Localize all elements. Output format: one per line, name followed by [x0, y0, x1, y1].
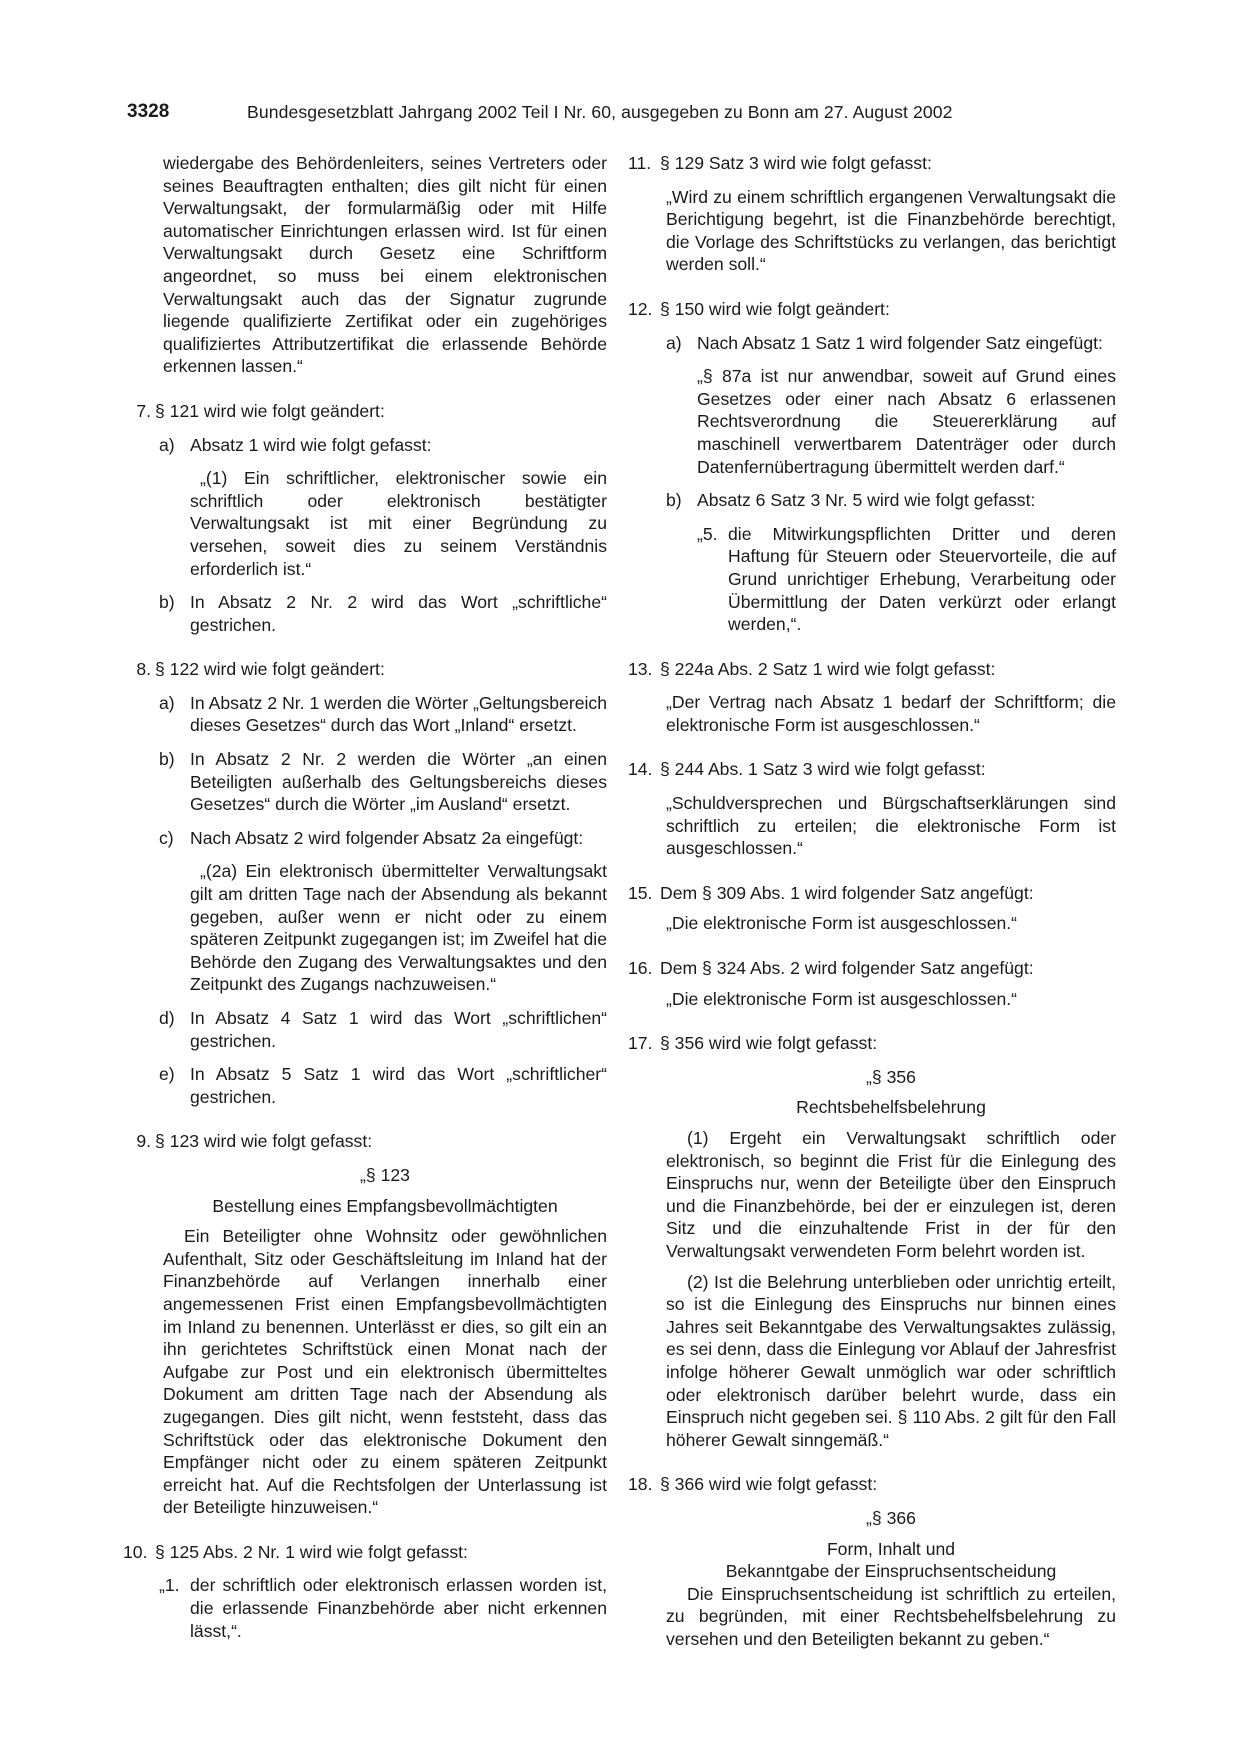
subitem-label: a): [159, 434, 175, 455]
subitem-8b: [159, 748, 607, 816]
item-title: § 123 wird wie folgt gefasst:: [155, 1131, 373, 1152]
left-column: [123, 152, 607, 1642]
subitem-12a: [666, 332, 1116, 355]
item-title: § 356 wird wie folgt gefasst:: [660, 1033, 878, 1054]
section-number: „§ 356: [866, 1066, 916, 1087]
subitem-label: a): [666, 332, 682, 353]
amendment-item-17: [628, 1032, 1116, 1055]
subitem-label: b): [159, 749, 175, 770]
quote-12a: „§ 87a ist nur anwendbar, soweit auf Grund eines Gesetzes oder einer nach Absatz 6 erlassenen Rechtsverordnung die Steuererklärung auf maschinell verwertbarem Datenträger oder durch Datenfernübertragung übermittelt werden darf.“: [697, 366, 1116, 477]
subitem-text: Absatz 6 Satz 3 Nr. 5 wird wie folgt gefasst:: [697, 490, 1036, 511]
subitem-label: e): [159, 1064, 175, 1085]
subitem-text: In Absatz 4 Satz 1 wird das Wort „schriftlichen“ gestrichen.: [190, 1008, 607, 1051]
subitem-text: In Absatz 2 Nr. 2 wird das Wort „schriftliche“ gestrichen.: [190, 592, 607, 635]
subitem-text: Absatz 1 wird wie folgt gefasst:: [190, 434, 432, 455]
section-heading: Rechtsbehelfsbelehrung: [796, 1097, 986, 1118]
item-title: § 122 wird wie folgt geändert:: [155, 659, 385, 680]
quote-14: „Schuldversprechen und Bürgschaftserklärungen sind schriftlich zu erteilen; die elektronische Form ist ausgeschlossen.“: [666, 793, 1116, 859]
item-title: § 224a Abs. 2 Satz 1 wird wie folgt gefasst:: [660, 658, 996, 679]
item-number: 12.: [628, 298, 653, 319]
section-number: „§ 366: [866, 1507, 916, 1528]
item-title: § 129 Satz 3 wird wie folgt gefasst:: [660, 153, 932, 173]
item-number: 9.: [136, 1131, 151, 1152]
subitem-12b: [666, 489, 1116, 512]
subitem-label: d): [159, 1008, 175, 1028]
subitem-8c: [159, 827, 607, 850]
subitem-label: b): [159, 592, 175, 613]
subitem-8a: [159, 692, 607, 737]
item-number: 11.: [628, 153, 652, 173]
section-body: Ein Beteiligter ohne Wohnsitz oder gewöhnlichen Aufenthalt, Sitz oder Geschäftsleitung im Inland hat der Finanzbehörde auf Verlangen innerhalb einer angemessenen Frist einen Empfangsbevollmächtigten im Inland zu benennen. Unterlässt er dies, so gilt ein an ihn gerichtetes Schriftstück einen Monat nach der Aufgabe zur Post und ein elektronisch übermitteltes Dokument am dritten Tage nach der Absendung als zugegangen. Dies gilt nicht, wenn feststeht, dass das Schriftstück oder das elektronische Dokument den Empfänger nicht oder zu einem späteren Zeitpunkt erreicht hat. Auf die Rechtsfolgen der Unterlassung ist der Beteiligte hinzuweisen.“: [163, 1226, 607, 1518]
amendment-item-15: [628, 882, 1116, 905]
quote-16: „Die elektronische Form ist ausgeschlossen.“: [666, 988, 1018, 1009]
subitem-text: Nach Absatz 1 Satz 1 wird folgender Satz eingefügt:: [697, 332, 1103, 353]
item-number: 18.: [628, 1474, 653, 1495]
item-title: Dem § 309 Abs. 1 wird folgender Satz angefügt:: [660, 882, 1034, 903]
quote-label: „5.: [697, 523, 718, 544]
running-title: Bundesgesetzblatt Jahrgang 2002 Teil I Nr. 60, ausgegeben zu Bonn am 27. August 2002: [247, 102, 953, 122]
quote-11: „Wird zu einem schriftlich ergangenen Verwaltungsakt die Berichtigung begehrt, ist die Finanzbehörde berechtigt, die Vorlage des Schriftstücks zu verlangen, das berichtigt werden soll.“: [666, 186, 1116, 275]
item-title: § 366 wird wie folgt gefasst:: [660, 1474, 878, 1495]
subitem-8e: [159, 1063, 607, 1108]
amendment-item-10: [123, 1541, 607, 1564]
item-number: 7.: [136, 400, 151, 421]
section-number: „§ 123: [360, 1164, 410, 1185]
section-paragraph-1: (1) Ergeht ein Verwaltungsakt schriftlich oder elektronisch, so beginnt die Frist für die Einlegung des Einspruchs nur, wenn der Beteiligte über den Einspruch und die Finanzbehörde, bei der er einzulegen ist, deren Sitz und die einzuhaltende Frist in der für den Verwaltungsakt verwendeten Form belehrt worden ist.: [666, 1128, 1116, 1261]
amendment-item-13: [628, 658, 1116, 681]
subitem-7a: [159, 434, 607, 457]
item-number: 17.: [628, 1033, 653, 1054]
item-title: § 125 Abs. 2 Nr. 1 wird wie folgt gefasst:: [155, 1541, 468, 1562]
section-heading-line-2: Bekanntgabe der Einspruchsentscheidung: [725, 1561, 1057, 1582]
item-title: § 121 wird wie folgt geändert:: [155, 400, 385, 421]
quote-7a: „(1) Ein schriftlicher, elektronischer sowie ein schriftlich oder elektronisch bestätigter Verwaltungsakt ist mit einer Begründung zu versehen, soweit dies zu seinem Verständnis erforderlich ist.“: [190, 468, 607, 579]
item-title: Dem § 324 Abs. 2 wird folgender Satz angefügt:: [660, 958, 1034, 979]
section-paragraph-2: (2) Ist die Belehrung unterblieben oder unrichtig erteilt, so ist die Einlegung des Einspruchs nur binnen eines Jahres seit Bekanntgabe des Verwaltungsaktes zulässig, es sei denn, dass die Einlegung vor Ablauf der Jahresfrist infolge höherer Gewalt unmöglich war oder schriftlich oder elektronisch darüber belehrt wurde, dass ein Einspruch nicht gegeben sei. § 110 Abs. 2 gilt für den Fall höherer Gewalt sinngemäß.“: [666, 1271, 1116, 1450]
amendment-item-16: [628, 957, 1116, 980]
section-heading-line-1: Form, Inhalt und: [826, 1538, 956, 1559]
amendment-item-12: [628, 298, 1116, 321]
section-body: Die Einspruchsentscheidung ist schriftlich zu erteilen, zu begründen, mit einer Rechtsbehelfsbelehrung zu versehen und den Beteiligten bekannt zu geben.“: [666, 1583, 1116, 1649]
quote-text: die Mitwirkungspflichten Dritter und deren Haftung für Steuern oder Steuervorteile, die auf Grund unrichtiger Erhebung, Verarbeitung oder Übermittlung der Daten verkürzt oder erlangt werden,“.: [728, 523, 1116, 635]
section-heading: Bestellung eines Empfangsbevollmächtigten: [212, 1195, 558, 1216]
subitem-label: a): [159, 692, 175, 713]
item-number: 15.: [628, 882, 653, 903]
quote-text: der schriftlich oder elektronisch erlassen worden ist, die erlassende Finanzbehörde aber nicht erkennen lässt,“.: [190, 1575, 607, 1641]
amendment-item-14: [628, 758, 1116, 781]
quote-8c: „(2a) Ein elektronisch übermittelter Verwaltungsakt gilt am dritten Tage nach der Absendung als bekannt gegeben, außer wenn er nicht oder zu einem späteren Zeitpunkt zugegangen ist; im Zweifel hat die Behörde den Zugang des Verwaltungsaktes und den Zeitpunkt des Zugangs nachzuweisen.“: [190, 861, 607, 995]
item-number: 16.: [628, 958, 653, 979]
page-number: 3328: [127, 101, 170, 122]
subitem-7b: [159, 591, 607, 636]
item-number: 10.: [123, 1541, 148, 1562]
subitem-8d: [159, 1007, 607, 1052]
item-number: 8.: [136, 659, 151, 680]
right-column: [628, 152, 1116, 1650]
subitem-text: Nach Absatz 2 wird folgender Absatz 2a eingefügt:: [190, 827, 584, 848]
page-header: [127, 101, 1127, 127]
subitem-text: In Absatz 2 Nr. 1 werden die Wörter „Geltungsbereich dieses Gesetzes“ durch das Wort „Inland“ ersetzt.: [190, 692, 607, 736]
amendment-item-9: [127, 1130, 607, 1153]
amendment-item-8: [127, 658, 607, 681]
quote-10: [159, 1574, 607, 1642]
item-number: 14.: [628, 759, 653, 780]
quote-15: „Die elektronische Form ist ausgeschlossen.“: [666, 913, 1018, 934]
quote-12b: [697, 523, 1116, 636]
item-title: § 244 Abs. 1 Satz 3 wird wie folgt gefasst:: [660, 759, 986, 780]
subitem-text: In Absatz 2 Nr. 2 werden die Wörter „an einen Beteiligten außerhalb des Geltungsbereichs dieses Gesetzes“ durch die Wörter „im Ausland“ ersetzt.: [190, 749, 607, 815]
amendment-item-7: [127, 400, 607, 423]
amendment-item-18: [628, 1473, 1116, 1496]
amendment-item-11: [628, 152, 1116, 175]
item-title: § 150 wird wie folgt geändert:: [660, 298, 890, 319]
quote-13: „Der Vertrag nach Absatz 1 bedarf der Schriftform; die elektronische Form ist ausgeschlossen.“: [666, 692, 1116, 735]
subitem-label: c): [159, 827, 174, 848]
intro-continuation: wiedergabe des Behördenleiters, seines Vertreters oder seines Beauftragten enthalten; dies gilt nicht für einen Verwaltungsakt, der formularmäßig oder mit Hilfe automatischer Einrichtungen erlassen wird. Ist für einen Verwaltungsakt durch Gesetz eine Schriftform angeordnet, so muss bei einem elektronischen Verwaltungsakt auch das der Signatur zugrunde liegende qualifizierte Zertifikat oder ein zugehöriges qualifiziertes Attributzertifikat die erlassende Behörde erkennen lassen.“: [163, 153, 607, 377]
item-number: 13.: [628, 658, 653, 679]
quote-label: „1.: [159, 1575, 180, 1596]
subitem-label: b): [666, 490, 682, 511]
subitem-text: In Absatz 5 Satz 1 wird das Wort „schriftlicher“ gestrichen.: [190, 1064, 607, 1107]
